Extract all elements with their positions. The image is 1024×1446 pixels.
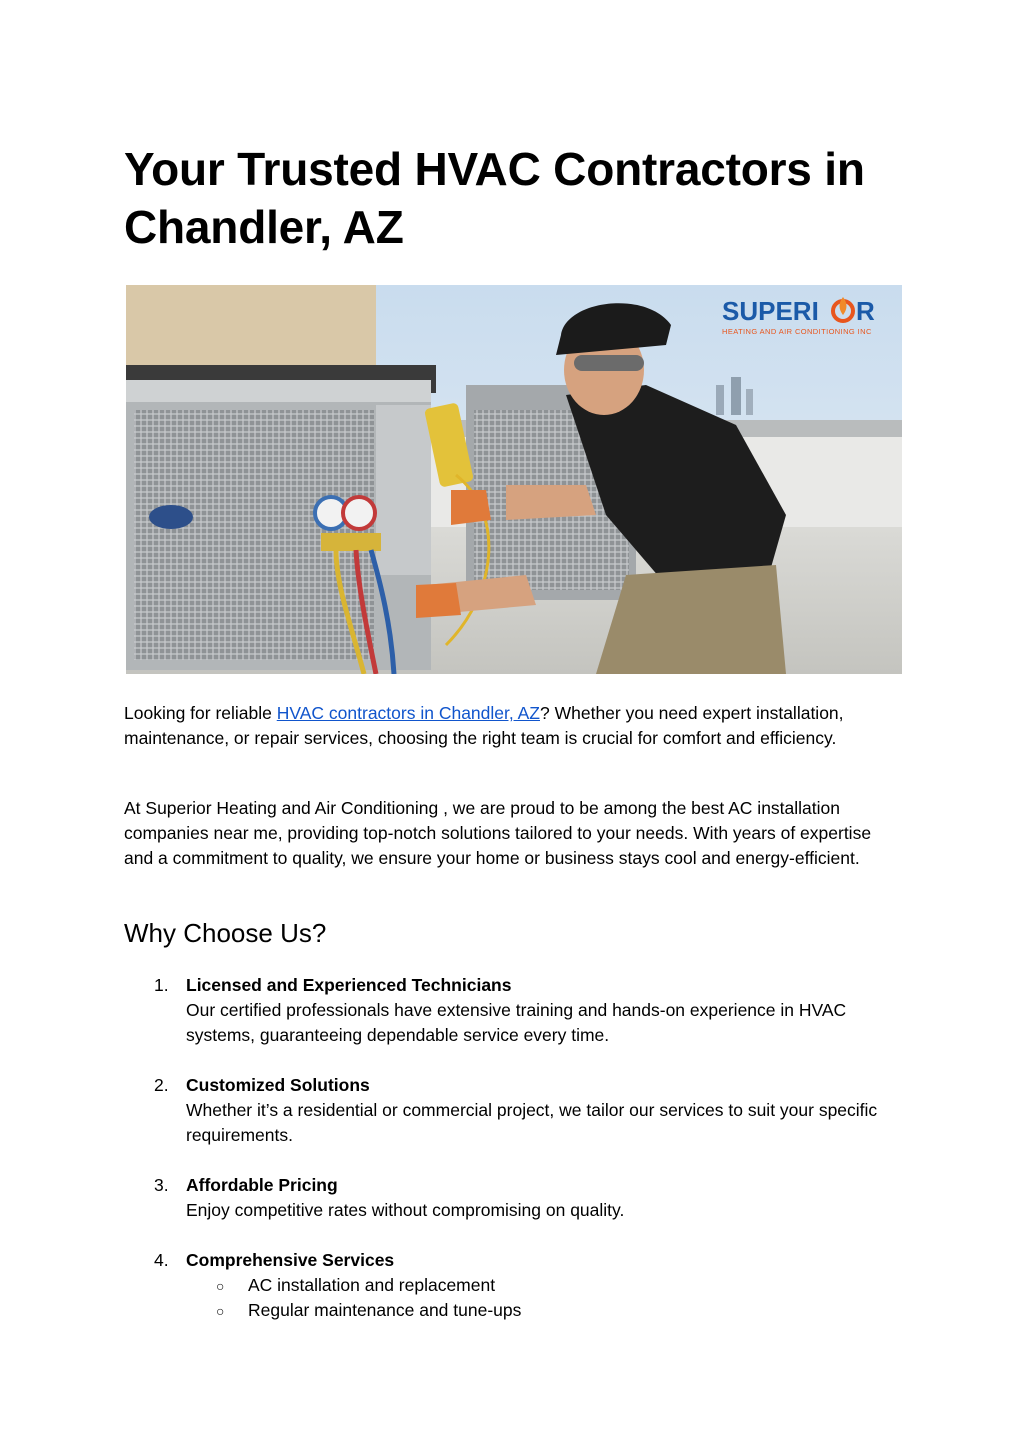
logo-text: SUPERI <box>722 296 819 326</box>
document-page <box>124 140 904 256</box>
reason-text: Whether it’s a residential or commercial project, we tailor our services to suit your specific requirements. <box>186 1100 878 1145</box>
hvac-contractors-link[interactable]: HVAC contractors in Chandler, AZ <box>276 703 540 723</box>
reason-text: Enjoy competitive rates without compromising on quality. <box>186 1200 625 1220</box>
list-number: 2. <box>154 1075 169 1095</box>
page-title-line-1: Your Trusted HVAC Contractors in <box>124 143 865 195</box>
intro-paragraph <box>124 701 904 751</box>
reason-title: Customized Solutions <box>186 1075 370 1095</box>
intro-suffix: ? Whether you need expert installation, maintenance, or repair services, choosing the right team is crucial for comfort and efficiency. <box>124 703 844 748</box>
sub-list-item <box>186 1273 886 1298</box>
why-choose-heading: Why Choose Us? <box>124 918 327 948</box>
list-number: 3. <box>154 1175 169 1195</box>
svg-text:R: R <box>856 296 875 326</box>
about-paragraph: At Superior Heating and Air Conditioning , we are proud to be among the best AC installation companies near me, providing top-notch solutions tailored to your needs. With years of expertise and a commitment to quality, we ensure your home or business stays cool and energy-efficient. <box>124 798 872 868</box>
list-number: 4. <box>154 1250 169 1270</box>
reason-title: Licensed and Experienced Technicians <box>186 975 512 995</box>
reason-title: Affordable Pricing <box>186 1175 338 1195</box>
list-number: 1. <box>154 975 169 995</box>
intro-prefix: Looking for reliable <box>124 703 277 723</box>
reason-text: Our certified professionals have extensive training and hands-on experience in HVAC systems, guaranteeing dependable service every time. <box>186 1000 847 1045</box>
svg-text:HEATING AND AIR CONDITIONING I: HEATING AND AIR CONDITIONING INC <box>722 327 872 336</box>
sub-list-item <box>186 1298 886 1323</box>
page-title-line-2: Chandler, AZ <box>124 201 404 253</box>
sub-item-text: AC installation and replacement <box>248 1275 496 1295</box>
sub-item-text: Regular maintenance and tune-ups <box>248 1300 522 1320</box>
sub-list <box>186 1273 886 1323</box>
reason-title: Comprehensive Services <box>186 1250 395 1270</box>
hero-photo-technician <box>126 285 902 674</box>
hollow-bullet-icon: ○ <box>216 1278 225 1294</box>
page-title <box>124 140 904 256</box>
hollow-bullet-icon: ○ <box>216 1303 225 1319</box>
